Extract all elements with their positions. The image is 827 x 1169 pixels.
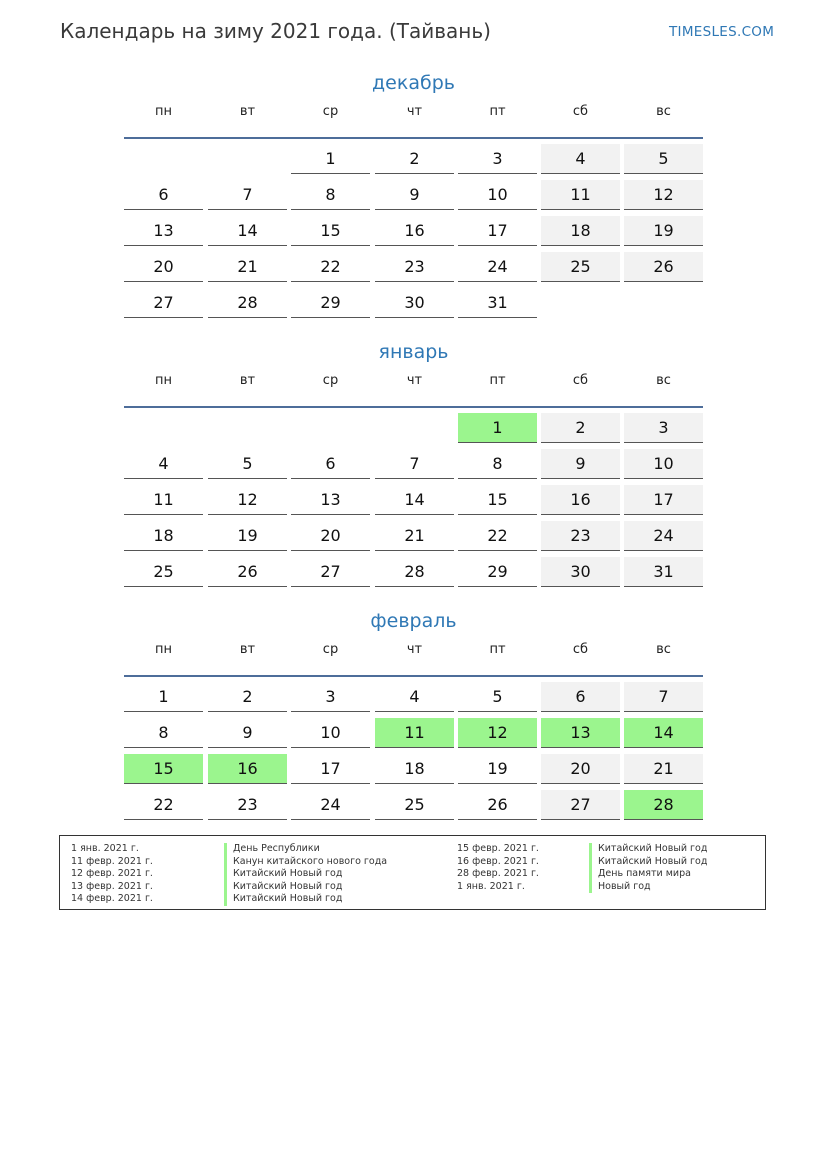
weekday-header [124, 373, 703, 408]
weekday-label: пн [155, 373, 172, 388]
day-cell[interactable]: 19 [624, 216, 703, 246]
weekday-label: пт [489, 642, 506, 657]
day-cell[interactable]: 4 [375, 682, 454, 712]
day-cell[interactable]: 6 [541, 682, 620, 712]
legend-holiday-name: Китайский Новый год [224, 893, 342, 906]
day-cell[interactable]: 12 [458, 718, 537, 748]
legend-date: 16 февр. 2021 г. [457, 855, 539, 867]
month-title: декабрь [372, 72, 455, 94]
legend-holiday-name: Китайский Новый год [589, 843, 707, 856]
legend-date: 12 февр. 2021 г. [71, 868, 153, 880]
site-link[interactable]: TIMESLES.COM [669, 24, 775, 40]
day-cell[interactable]: 25 [375, 790, 454, 820]
day-cell[interactable]: 22 [291, 252, 370, 282]
day-cell[interactable]: 10 [624, 449, 703, 479]
day-cell[interactable]: 24 [624, 521, 703, 551]
weekday-label: вс [656, 373, 671, 388]
day-cell[interactable]: 14 [375, 485, 454, 515]
day-cell[interactable]: 12 [624, 180, 703, 210]
day-cell[interactable]: 23 [375, 252, 454, 282]
day-cell[interactable]: 27 [291, 557, 370, 587]
day-cell[interactable]: 6 [291, 449, 370, 479]
month-calendar [124, 72, 703, 312]
day-cell[interactable]: 24 [458, 252, 537, 282]
day-cell[interactable]: 17 [458, 216, 537, 246]
day-cell[interactable]: 5 [458, 682, 537, 712]
day-cell[interactable]: 11 [541, 180, 620, 210]
day-cell[interactable]: 16 [541, 485, 620, 515]
day-cell[interactable]: 7 [375, 449, 454, 479]
weekday-label: чт [406, 373, 423, 388]
weekday-label: вт [239, 104, 256, 119]
day-cell[interactable]: 7 [624, 682, 703, 712]
day-cell[interactable]: 29 [458, 557, 537, 587]
day-cell[interactable]: 2 [541, 413, 620, 443]
day-cell[interactable]: 28 [624, 790, 703, 820]
weekday-label: сб [572, 642, 589, 657]
weekday-label: ср [322, 642, 339, 657]
day-cell[interactable]: 5 [624, 144, 703, 174]
day-cell[interactable]: 13 [124, 216, 203, 246]
weekday-label: вс [656, 104, 671, 119]
day-cell[interactable]: 3 [458, 144, 537, 174]
weekday-label: вс [656, 642, 671, 657]
weekday-header [124, 104, 703, 139]
day-cell[interactable]: 9 [208, 718, 287, 748]
day-cell[interactable]: 15 [458, 485, 537, 515]
day-cell[interactable]: 8 [291, 180, 370, 210]
day-cell[interactable]: 1 [124, 682, 203, 712]
day-cell[interactable]: 16 [208, 754, 287, 784]
weekday-label: чт [406, 642, 423, 657]
day-cell[interactable]: 26 [624, 252, 703, 282]
legend-date: 15 февр. 2021 г. [457, 843, 539, 854]
weekday-label: вт [239, 373, 256, 388]
day-cell[interactable]: 28 [208, 288, 287, 318]
weekday-header [124, 642, 703, 677]
day-cell[interactable]: 4 [124, 449, 203, 479]
day-cell[interactable]: 29 [291, 288, 370, 318]
weekday-label: чт [406, 104, 423, 119]
legend-holiday-name: Новый год [589, 881, 651, 894]
day-cell[interactable]: 16 [375, 216, 454, 246]
day-cell[interactable]: 14 [208, 216, 287, 246]
weekday-label: ср [322, 373, 339, 388]
legend-date: 13 февр. 2021 г. [71, 880, 153, 892]
page-title: Календарь на зиму 2021 года. (Тайвань) [60, 19, 491, 43]
day-cell[interactable]: 31 [458, 288, 537, 318]
day-cell[interactable]: 11 [375, 718, 454, 748]
day-cell[interactable]: 2 [208, 682, 287, 712]
legend-holiday-name: Китайский Новый год [224, 881, 342, 894]
day-cell[interactable]: 18 [124, 521, 203, 551]
day-cell[interactable]: 13 [291, 485, 370, 515]
day-cell[interactable]: 20 [124, 252, 203, 282]
day-cell[interactable]: 25 [124, 557, 203, 587]
weekday-label: пн [155, 642, 172, 657]
day-cell[interactable]: 24 [291, 790, 370, 820]
day-cell[interactable]: 15 [124, 754, 203, 784]
day-cell[interactable]: 18 [375, 754, 454, 784]
legend-holiday-name: Канун китайского нового года [224, 856, 387, 869]
day-cell[interactable]: 30 [375, 288, 454, 318]
day-cell[interactable]: 8 [458, 449, 537, 479]
day-cell[interactable]: 20 [291, 521, 370, 551]
day-cell[interactable]: 2 [375, 144, 454, 174]
day-cell[interactable]: 22 [124, 790, 203, 820]
day-cell[interactable]: 15 [291, 216, 370, 246]
weekday-label: ср [322, 104, 339, 119]
day-cell[interactable]: 26 [208, 557, 287, 587]
day-cell[interactable]: 25 [541, 252, 620, 282]
day-cell[interactable]: 4 [541, 144, 620, 174]
day-cell[interactable]: 13 [541, 718, 620, 748]
day-cell[interactable]: 5 [208, 449, 287, 479]
day-cell[interactable]: 9 [375, 180, 454, 210]
weekday-label: пн [155, 104, 172, 119]
day-cell[interactable]: 14 [624, 718, 703, 748]
legend-date: 11 февр. 2021 г. [71, 855, 153, 867]
holiday-legend [59, 835, 766, 910]
day-cell[interactable]: 17 [291, 754, 370, 784]
legend-holiday-name: День памяти мира [589, 868, 691, 881]
weekday-label: сб [572, 373, 589, 388]
day-cell[interactable]: 1 [291, 144, 370, 174]
day-cell[interactable]: 6 [124, 180, 203, 210]
day-cell[interactable]: 27 [541, 790, 620, 820]
legend-date: 1 янв. 2021 г. [71, 843, 139, 854]
legend-date: 14 февр. 2021 г. [71, 893, 153, 905]
day-cell[interactable]: 8 [124, 718, 203, 748]
day-cell[interactable]: 22 [458, 521, 537, 551]
month-calendar [124, 610, 703, 814]
day-cell[interactable]: 19 [208, 521, 287, 551]
day-cell[interactable]: 20 [541, 754, 620, 784]
month-title: январь [378, 341, 449, 363]
legend-date: 1 янв. 2021 г. [457, 880, 525, 892]
month-title: февраль [370, 610, 457, 632]
day-cell[interactable]: 18 [541, 216, 620, 246]
day-cell[interactable]: 3 [624, 413, 703, 443]
day-cell[interactable]: 21 [208, 252, 287, 282]
day-cell[interactable]: 21 [624, 754, 703, 784]
day-cell[interactable]: 23 [541, 521, 620, 551]
day-cell[interactable]: 3 [291, 682, 370, 712]
day-cell[interactable]: 21 [375, 521, 454, 551]
day-cell[interactable]: 1 [458, 413, 537, 443]
day-cell[interactable]: 11 [124, 485, 203, 515]
day-cell[interactable]: 27 [124, 288, 203, 318]
weekday-label: пт [489, 373, 506, 388]
legend-date: 28 февр. 2021 г. [457, 868, 539, 880]
weekday-label: вт [239, 642, 256, 657]
day-cell[interactable]: 10 [458, 180, 537, 210]
day-cell[interactable]: 17 [624, 485, 703, 515]
day-cell[interactable]: 26 [458, 790, 537, 820]
day-cell[interactable]: 31 [624, 557, 703, 587]
month-calendar [124, 341, 703, 581]
day-cell[interactable]: 10 [291, 718, 370, 748]
day-cell[interactable]: 12 [208, 485, 287, 515]
day-cell[interactable]: 7 [208, 180, 287, 210]
day-cell[interactable]: 19 [458, 754, 537, 784]
day-cell[interactable]: 30 [541, 557, 620, 587]
weekday-label: сб [572, 104, 589, 119]
day-cell[interactable]: 28 [375, 557, 454, 587]
day-cell[interactable]: 23 [208, 790, 287, 820]
day-cell[interactable]: 9 [541, 449, 620, 479]
legend-holiday-name: Китайский Новый год [224, 868, 342, 881]
legend-holiday-name: Китайский Новый год [589, 856, 707, 869]
weekday-label: пт [489, 104, 506, 119]
legend-holiday-name: День Республики [224, 843, 320, 856]
